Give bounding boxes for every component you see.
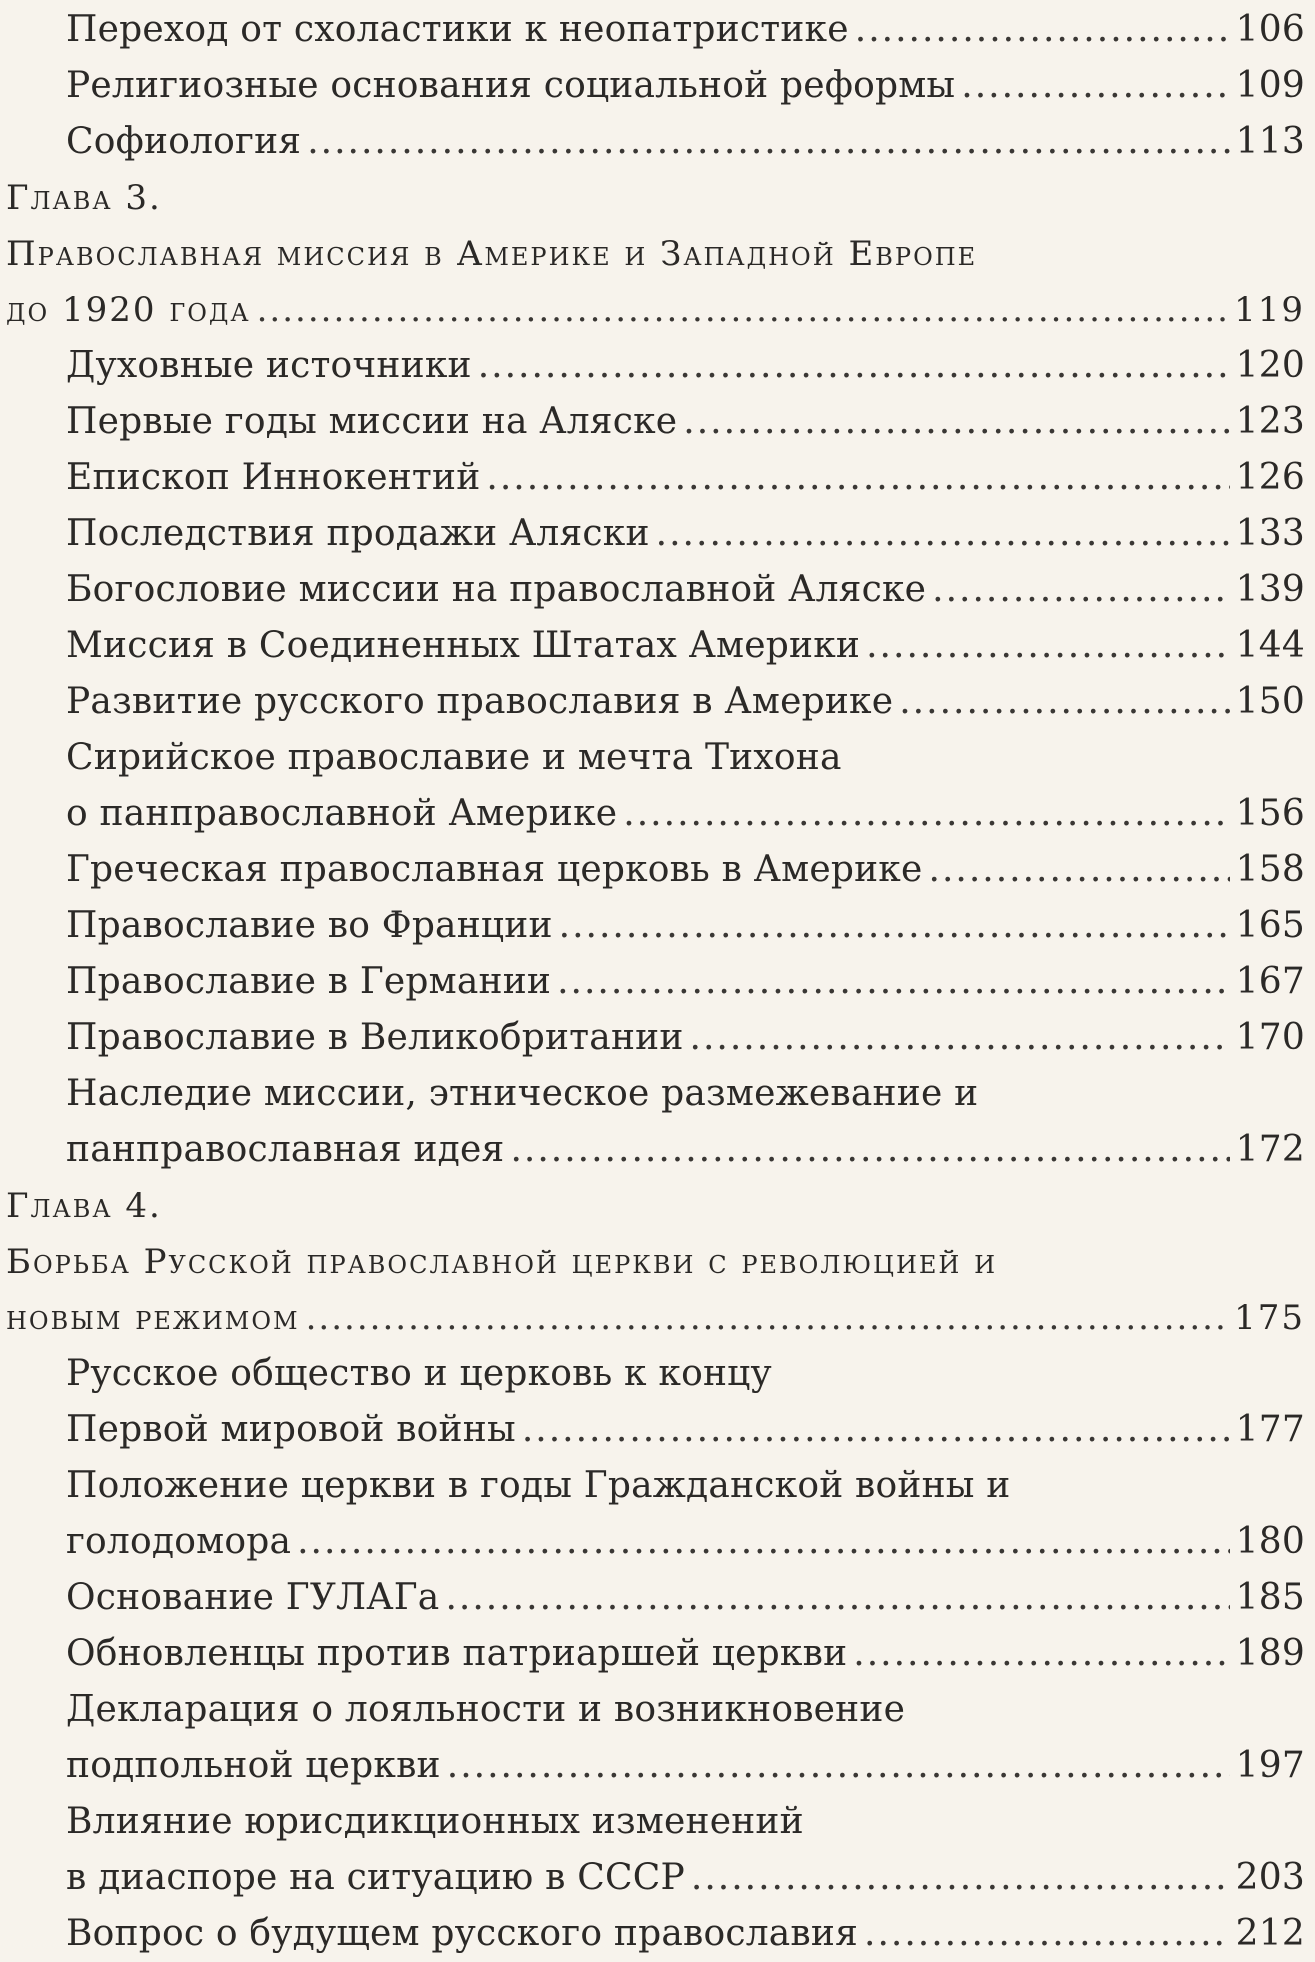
toc-entry-page: 113: [1235, 121, 1305, 162]
toc-entry[interactable]: [0, 2, 1315, 58]
leader-dots: [486, 450, 1229, 506]
toc-entry-title: Наследие миссии, этническое размежевание и: [66, 1073, 979, 1114]
toc-entry-page: 109: [1235, 65, 1305, 106]
toc-entry-page: 167: [1235, 961, 1305, 1002]
toc-entry[interactable]: [0, 1010, 1315, 1066]
toc-entry-page: 180: [1235, 1521, 1305, 1562]
toc-entry[interactable]: [0, 506, 1315, 562]
chapter-title-end[interactable]: [0, 1290, 1315, 1346]
chapter-label-text: Глава 4.: [6, 1186, 162, 1226]
toc-entry-page: 170: [1235, 1017, 1305, 1058]
toc-entry[interactable]: [0, 1570, 1315, 1626]
toc-entry-page: 156: [1235, 793, 1305, 834]
toc-entry-title: Русское общество и церковь к концу: [66, 1353, 772, 1394]
toc-entry[interactable]: [0, 1626, 1315, 1682]
toc-entry-page: 197: [1235, 1745, 1305, 1786]
leader-dots: [478, 338, 1230, 394]
leader-dots: [623, 786, 1229, 842]
leader-dots: [557, 954, 1230, 1010]
leader-dots: [899, 674, 1229, 730]
leader-dots: [297, 1514, 1230, 1570]
toc-entry-page: 139: [1235, 569, 1305, 610]
toc-entry[interactable]: [0, 842, 1315, 898]
toc-entry[interactable]: [0, 562, 1315, 618]
toc-entry[interactable]: [0, 394, 1315, 450]
toc-entry-page: 106: [1235, 9, 1305, 50]
toc-entry-page: 158: [1235, 849, 1305, 890]
leader-dots: [307, 114, 1229, 170]
toc-entry[interactable]: [0, 954, 1315, 1010]
leader-dots: [866, 618, 1230, 674]
toc-entry-title: панправославная идея: [66, 1129, 505, 1170]
toc-entry-title: о панправославной Америке: [66, 793, 618, 834]
toc-entry[interactable]: [0, 1906, 1315, 1962]
toc-entry-title: Религиозные основания социальной реформы: [66, 65, 956, 106]
toc-entry-title: Переход от схоластики к неопатристике: [66, 9, 849, 50]
toc-entry[interactable]: [0, 450, 1315, 506]
toc-entry-title: Православие во Франции: [66, 905, 553, 946]
leader-dots: [855, 2, 1230, 58]
toc-entry-page: 185: [1235, 1577, 1305, 1618]
toc-entry-title: Софиология: [66, 121, 302, 162]
chapter-title-text: Борьба Русской православной церкви с революцией и: [6, 1242, 998, 1282]
toc-entry-wrap-start[interactable]: [0, 1794, 1315, 1850]
toc-entry-page: 189: [1235, 1633, 1305, 1674]
leader-dots: [510, 1122, 1229, 1178]
toc-entry-title: Последствия продажи Аляски: [66, 513, 650, 554]
toc-entry-page: 123: [1235, 401, 1305, 442]
toc-entry-title: Православие в Германии: [66, 961, 552, 1002]
toc-entry[interactable]: [0, 1850, 1315, 1906]
toc-entry-page: 144: [1235, 625, 1305, 666]
chapter-title-text: до 1920 года: [6, 290, 251, 330]
toc-entry-title: в диаспоре на ситуацию в СССР: [66, 1857, 685, 1898]
toc-entry-title: Вопрос о будущем русского православия: [66, 1913, 858, 1954]
toc-entry-title: Основание ГУЛАГа: [66, 1577, 440, 1618]
chapter-label: [0, 170, 1315, 226]
toc-entry-title: Декларация о лояльности и возникновение: [66, 1689, 906, 1730]
chapter-title[interactable]: [0, 1234, 1315, 1290]
toc-entry-wrap-start[interactable]: [0, 730, 1315, 786]
toc-entry[interactable]: [0, 58, 1315, 114]
chapter-title-text: новым режимом: [6, 1298, 300, 1338]
toc-entry[interactable]: [0, 1122, 1315, 1178]
toc-entry-title: Влияние юрисдикционных изменений: [66, 1801, 804, 1842]
toc-entry-title: Развитие русского православия в Америке: [66, 681, 894, 722]
toc-entry-title: Православие в Великобритании: [66, 1017, 684, 1058]
leader-dots: [257, 282, 1229, 338]
toc-entry-title: Греческая православная церковь в Америке: [66, 849, 923, 890]
leader-dots: [853, 1626, 1229, 1682]
toc-entry-title: голодомора: [66, 1521, 292, 1562]
chapter-label-text: Глава 3.: [6, 178, 162, 218]
toc-entry-page: 150: [1235, 681, 1305, 722]
toc-entry[interactable]: [0, 1514, 1315, 1570]
toc-entry[interactable]: [0, 618, 1315, 674]
leader-dots: [306, 1290, 1228, 1346]
toc-entry-title: подпольной церкви: [66, 1745, 441, 1786]
toc-entry[interactable]: [0, 114, 1315, 170]
toc-entry-page: 203: [1235, 1857, 1305, 1898]
table-of-contents: [0, 2, 1315, 1962]
toc-entry-title: Сирийское православие и мечта Тихона: [66, 737, 842, 778]
leader-dots: [932, 562, 1230, 618]
toc-entry-page: 212: [1235, 1913, 1305, 1954]
chapter-page: 175: [1234, 1298, 1305, 1338]
toc-entry-title: Епископ Иннокентий: [66, 457, 481, 498]
toc-entry-title: Первой мировой войны: [66, 1409, 516, 1450]
toc-entry[interactable]: [0, 898, 1315, 954]
toc-entry-page: 126: [1235, 457, 1305, 498]
chapter-title-text: Православная миссия в Америке и Западной Европе: [6, 234, 978, 274]
leader-dots: [445, 1570, 1229, 1626]
toc-entry[interactable]: [0, 1738, 1315, 1794]
chapter-title-end[interactable]: [0, 282, 1315, 338]
toc-entry-wrap-start[interactable]: [0, 1682, 1315, 1738]
toc-entry-title: Положение церкви в годы Гражданской войны и: [66, 1465, 1011, 1506]
toc-entry-wrap-start[interactable]: [0, 1066, 1315, 1122]
toc-entry-page: 165: [1235, 905, 1305, 946]
toc-entry[interactable]: [0, 786, 1315, 842]
toc-entry-page: 172: [1235, 1129, 1305, 1170]
chapter-title[interactable]: [0, 226, 1315, 282]
toc-entry-wrap-start[interactable]: [0, 1346, 1315, 1402]
toc-entry-page: 133: [1235, 513, 1305, 554]
leader-dots: [559, 898, 1230, 954]
toc-entry-title: Богословие миссии на православной Аляске: [66, 569, 927, 610]
leader-dots: [683, 394, 1229, 450]
toc-entry[interactable]: [0, 1402, 1315, 1458]
leader-dots: [929, 842, 1230, 898]
chapter-page: 119: [1234, 290, 1305, 330]
toc-entry-title: Первые годы миссии на Аляске: [66, 401, 678, 442]
toc-entry[interactable]: [0, 674, 1315, 730]
leader-dots: [690, 1010, 1230, 1066]
toc-entry-page: 120: [1235, 345, 1305, 386]
leader-dots: [961, 58, 1229, 114]
leader-dots: [656, 506, 1230, 562]
toc-entry-wrap-start[interactable]: [0, 1458, 1315, 1514]
toc-entry-page: 177: [1235, 1409, 1305, 1450]
toc-entry-title: Обновленцы против патриаршей церкви: [66, 1633, 848, 1674]
toc-entry[interactable]: [0, 338, 1315, 394]
leader-dots: [522, 1402, 1230, 1458]
chapter-label: [0, 1178, 1315, 1234]
toc-entry-title: Духовные источники: [66, 345, 472, 386]
leader-dots: [864, 1906, 1230, 1962]
toc-entry-title: Миссия в Соединенных Штатах Америки: [66, 625, 861, 666]
leader-dots: [691, 1850, 1230, 1906]
leader-dots: [447, 1738, 1230, 1794]
